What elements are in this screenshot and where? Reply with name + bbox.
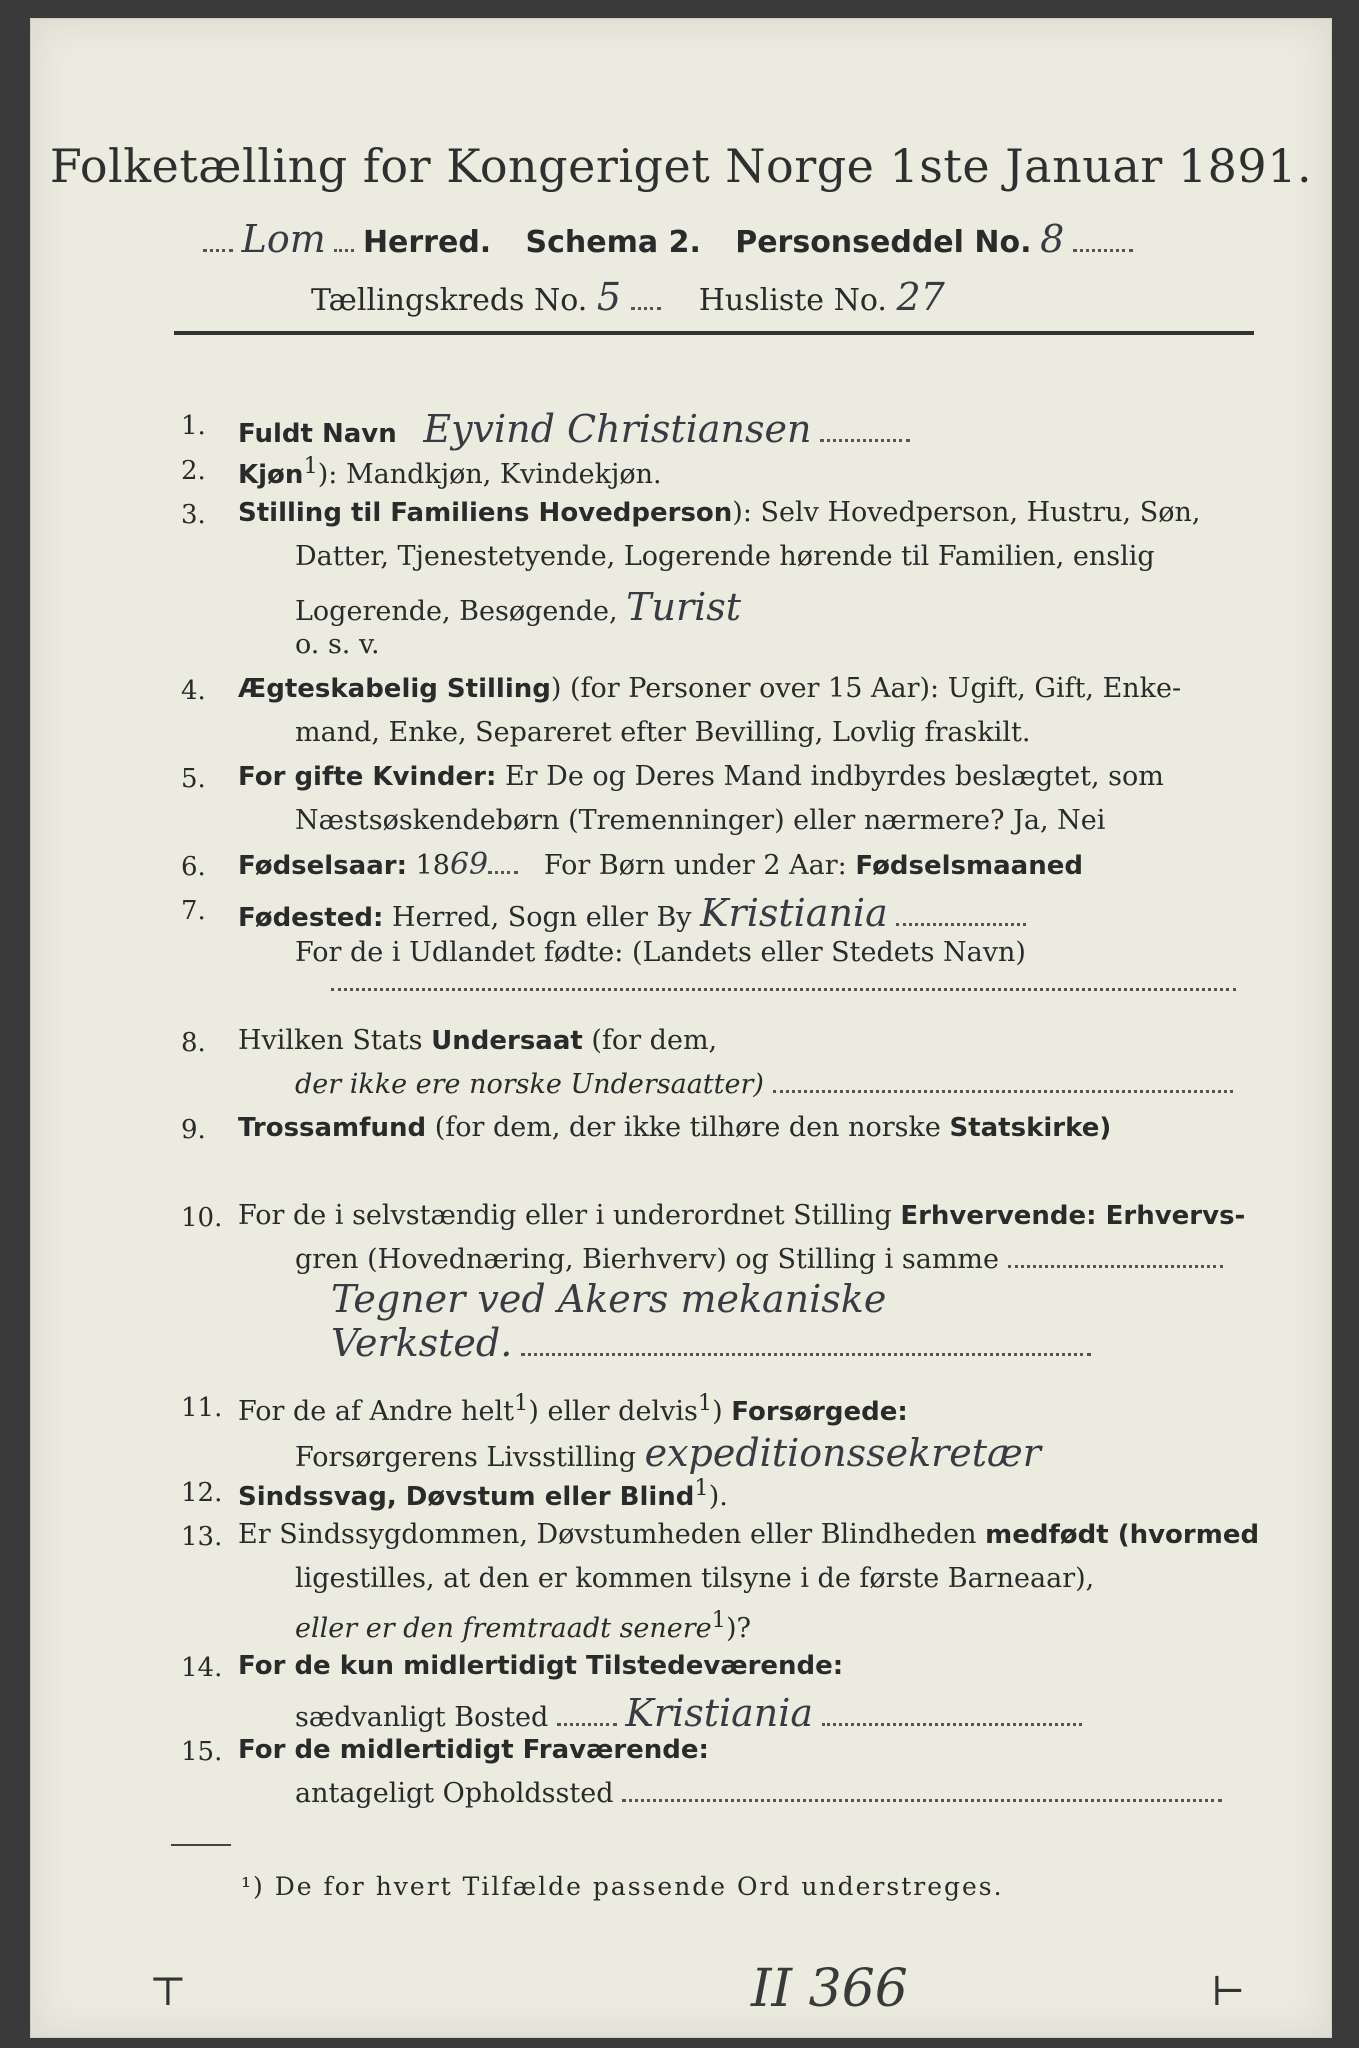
item-14-line2	[295, 1691, 1082, 1735]
item-text: der ikke ere norske Undersaatter)	[295, 1069, 764, 1100]
item-10-erhverv	[238, 1200, 1245, 1231]
corner-mark-right: ⊢	[1211, 1969, 1246, 2015]
item-3-stilling: Stilling til Familiens Hovedperson): Selv Hovedperson, Hustru, Søn,	[238, 497, 1201, 528]
item-label: For de kun midlertidigt Tilstedeværende:	[238, 1651, 844, 1681]
item-15-fravaerende	[238, 1734, 709, 1765]
item-text: Forsørgerens Livsstilling	[295, 1442, 637, 1473]
item-answer: Verksted.	[331, 1321, 513, 1365]
item-text: Datter, Tjenestetyende, Logerende hørende til Familien, enslig	[295, 541, 1155, 572]
header-rule	[174, 331, 1254, 335]
item-label: For gifte Kvinder:	[238, 762, 497, 792]
item-text: eller delvis	[547, 1396, 698, 1427]
item-answer: Turist	[626, 585, 742, 629]
item-8-line2	[295, 1069, 1233, 1100]
item-number: 8.	[181, 1028, 206, 1058]
item-label: Ægteskabelig Stilling	[238, 674, 551, 704]
item-text: For de i selvstændig eller i underordnet Stilling	[238, 1200, 892, 1231]
item-text: Er De og Deres Mand indbyrdes beslægtet, som	[504, 761, 1164, 792]
item-number: 3.	[181, 500, 206, 530]
item-label: Fødested:	[238, 903, 384, 933]
item-7-fodested	[238, 891, 1026, 935]
item-label: Fødselsaar:	[238, 851, 407, 881]
item-text: For Børn under 2 Aar:	[543, 850, 847, 881]
item-answer: Tegner ved Akers mekaniske	[331, 1277, 887, 1321]
husliste-label: Husliste No.	[698, 283, 887, 318]
item-label: Sindssvag, Døvstum eller Blind	[238, 1482, 695, 1512]
item-answer: Kristiania	[625, 1691, 814, 1735]
item-text: For de i Udlandet fødte: (Landets eller Stedets Navn)	[295, 937, 1026, 968]
item-text: antageligt Opholdssted	[295, 1778, 614, 1809]
item-label: Fødselsmaaned	[855, 851, 1083, 881]
item-text: gren (Hovednæring, Bierhverv) og Stilling i samme	[295, 1244, 1000, 1275]
item-9-trossamfund	[238, 1112, 1111, 1143]
item-number: 12.	[181, 1478, 223, 1508]
item-10-answer2	[331, 1321, 1091, 1365]
item-number: 4.	[181, 676, 206, 706]
schema-label: Schema 2.	[525, 225, 701, 260]
item-14-tilstedevaerende	[238, 1650, 843, 1681]
item-text: Hvilken Stats	[238, 1025, 423, 1056]
item-text: o. s. v.	[295, 629, 380, 660]
footnote: ¹) De for hvert Tilfælde passende Ord understreges.	[241, 1872, 1004, 1901]
item-label: Statskirke)	[949, 1113, 1112, 1143]
item-text: (for Personer over 15 Aar): Ugift, Gift, Enke-	[569, 673, 1182, 704]
kreds-label: Tællingskreds No.	[311, 283, 588, 318]
item-6-fodselsaar	[238, 847, 1083, 882]
item-text: Er Sindssygdommen, Døvstumheden eller Blindheden	[238, 1519, 977, 1550]
item-answer: 69	[449, 847, 489, 882]
item-12-sindssvag: Sindssvag, Døvstum eller Blind$^1$).	[238, 1475, 728, 1512]
item-number: 15.	[181, 1737, 223, 1767]
item-label: medfødt (hvormed	[985, 1520, 1260, 1550]
item-label: Erhvervende: Erhvervs-	[900, 1201, 1246, 1231]
item-text: ligestilles, at den er kommen tilsyne i de første Barneaar),	[295, 1563, 1095, 1594]
item-number: 11.	[181, 1393, 223, 1423]
item-label: Forsørgede:	[731, 1397, 908, 1427]
item-text: Selv Hovedperson, Hustru, Søn,	[760, 497, 1201, 528]
personseddel-label: Personseddel No.	[735, 225, 1032, 260]
item-4-aegteskab: Ægteskabelig Stilling) (for Personer over 15 Aar): Ugift, Gift, Enke-	[238, 673, 1182, 704]
item-2-kjon: Kjøn$^1$): Mandkjøn, Kvindekjøn.	[238, 453, 662, 490]
item-label: Trossamfund	[238, 1113, 427, 1143]
item-number: 13.	[181, 1522, 223, 1552]
item-text: (for dem, der ikke tilhøre den norske	[434, 1112, 941, 1143]
item-number: 5.	[181, 764, 206, 794]
item-13-line3: eller er den fremtraadt senere$^1$)?	[295, 1607, 751, 1644]
item-label: Kjøn	[238, 460, 304, 490]
corner-mark-left: ⊤	[149, 1969, 187, 2015]
item-3-line3	[295, 585, 741, 629]
footnote-rule	[171, 1844, 231, 1846]
item-10-line2	[295, 1244, 1223, 1275]
kreds-line	[311, 275, 945, 319]
item-11-line2	[295, 1431, 1041, 1475]
item-number: 10.	[181, 1203, 223, 1233]
item-text: mand, Enke, Separeret efter Bevilling, Lovlig fraskilt.	[295, 717, 1031, 748]
item-number: 14.	[181, 1653, 223, 1683]
item-7-blank	[331, 967, 1236, 998]
census-form-sheet	[30, 18, 1332, 2038]
year-prefix: 18	[415, 850, 450, 881]
personseddel-number: 8	[1040, 217, 1065, 261]
item-text: Næstsøskendebørn (Tremenninger) eller nærmere? Ja, Nei	[295, 805, 1106, 836]
item-text: Logerende, Besøgende,	[295, 596, 618, 627]
item-text: eller er den fremtraadt senere	[295, 1613, 712, 1644]
item-1-fuldt-navn	[238, 407, 910, 451]
item-label: For de midlertidigt Fraværende:	[238, 1735, 709, 1765]
item-15-line2	[295, 1778, 1222, 1809]
item-answer: expeditionssekretær	[644, 1431, 1041, 1475]
item-text: Mandkjøn, Kvindekjøn.	[345, 459, 662, 490]
item-number: 6.	[181, 852, 206, 882]
item-8-undersaat	[238, 1025, 717, 1056]
herred-label: Herred.	[362, 225, 492, 260]
item-11-forsorgede: For de af Andre helt$^1$) eller delvis$^1$) Forsørgede:	[238, 1390, 908, 1427]
item-text: (for dem,	[591, 1025, 718, 1056]
item-number: 9.	[181, 1115, 206, 1145]
herred-line	[203, 217, 1133, 261]
item-number: 2.	[181, 456, 206, 486]
item-13-medfodt	[238, 1519, 1259, 1550]
item-text: sædvanligt Bosted	[295, 1702, 549, 1733]
item-number: 1.	[181, 411, 206, 441]
item-number: 7.	[181, 896, 206, 926]
husliste-number: 27	[896, 275, 945, 319]
item-label: Undersaat	[431, 1026, 583, 1056]
herred-answer: Lom	[241, 217, 326, 261]
item-label: Fuldt Navn	[238, 419, 397, 449]
item-5-gifte-kvinder	[238, 761, 1164, 792]
footnote-ref: 1	[303, 453, 318, 479]
form-title: Folketælling for Kongeriget Norge 1ste Januar 1891.	[49, 139, 1313, 193]
kreds-number: 5	[596, 275, 622, 319]
item-text: Herred, Sogn eller By	[391, 902, 692, 933]
item-answer: Eyvind Christiansen	[423, 407, 812, 451]
item-answer: Kristiania	[700, 891, 888, 935]
item-10-answer1	[331, 1277, 886, 1321]
archive-stamp: II 366	[751, 1959, 908, 2019]
item-label: Stilling til Familiens Hovedperson	[238, 498, 733, 528]
item-text: For de af Andre helt	[238, 1396, 515, 1427]
